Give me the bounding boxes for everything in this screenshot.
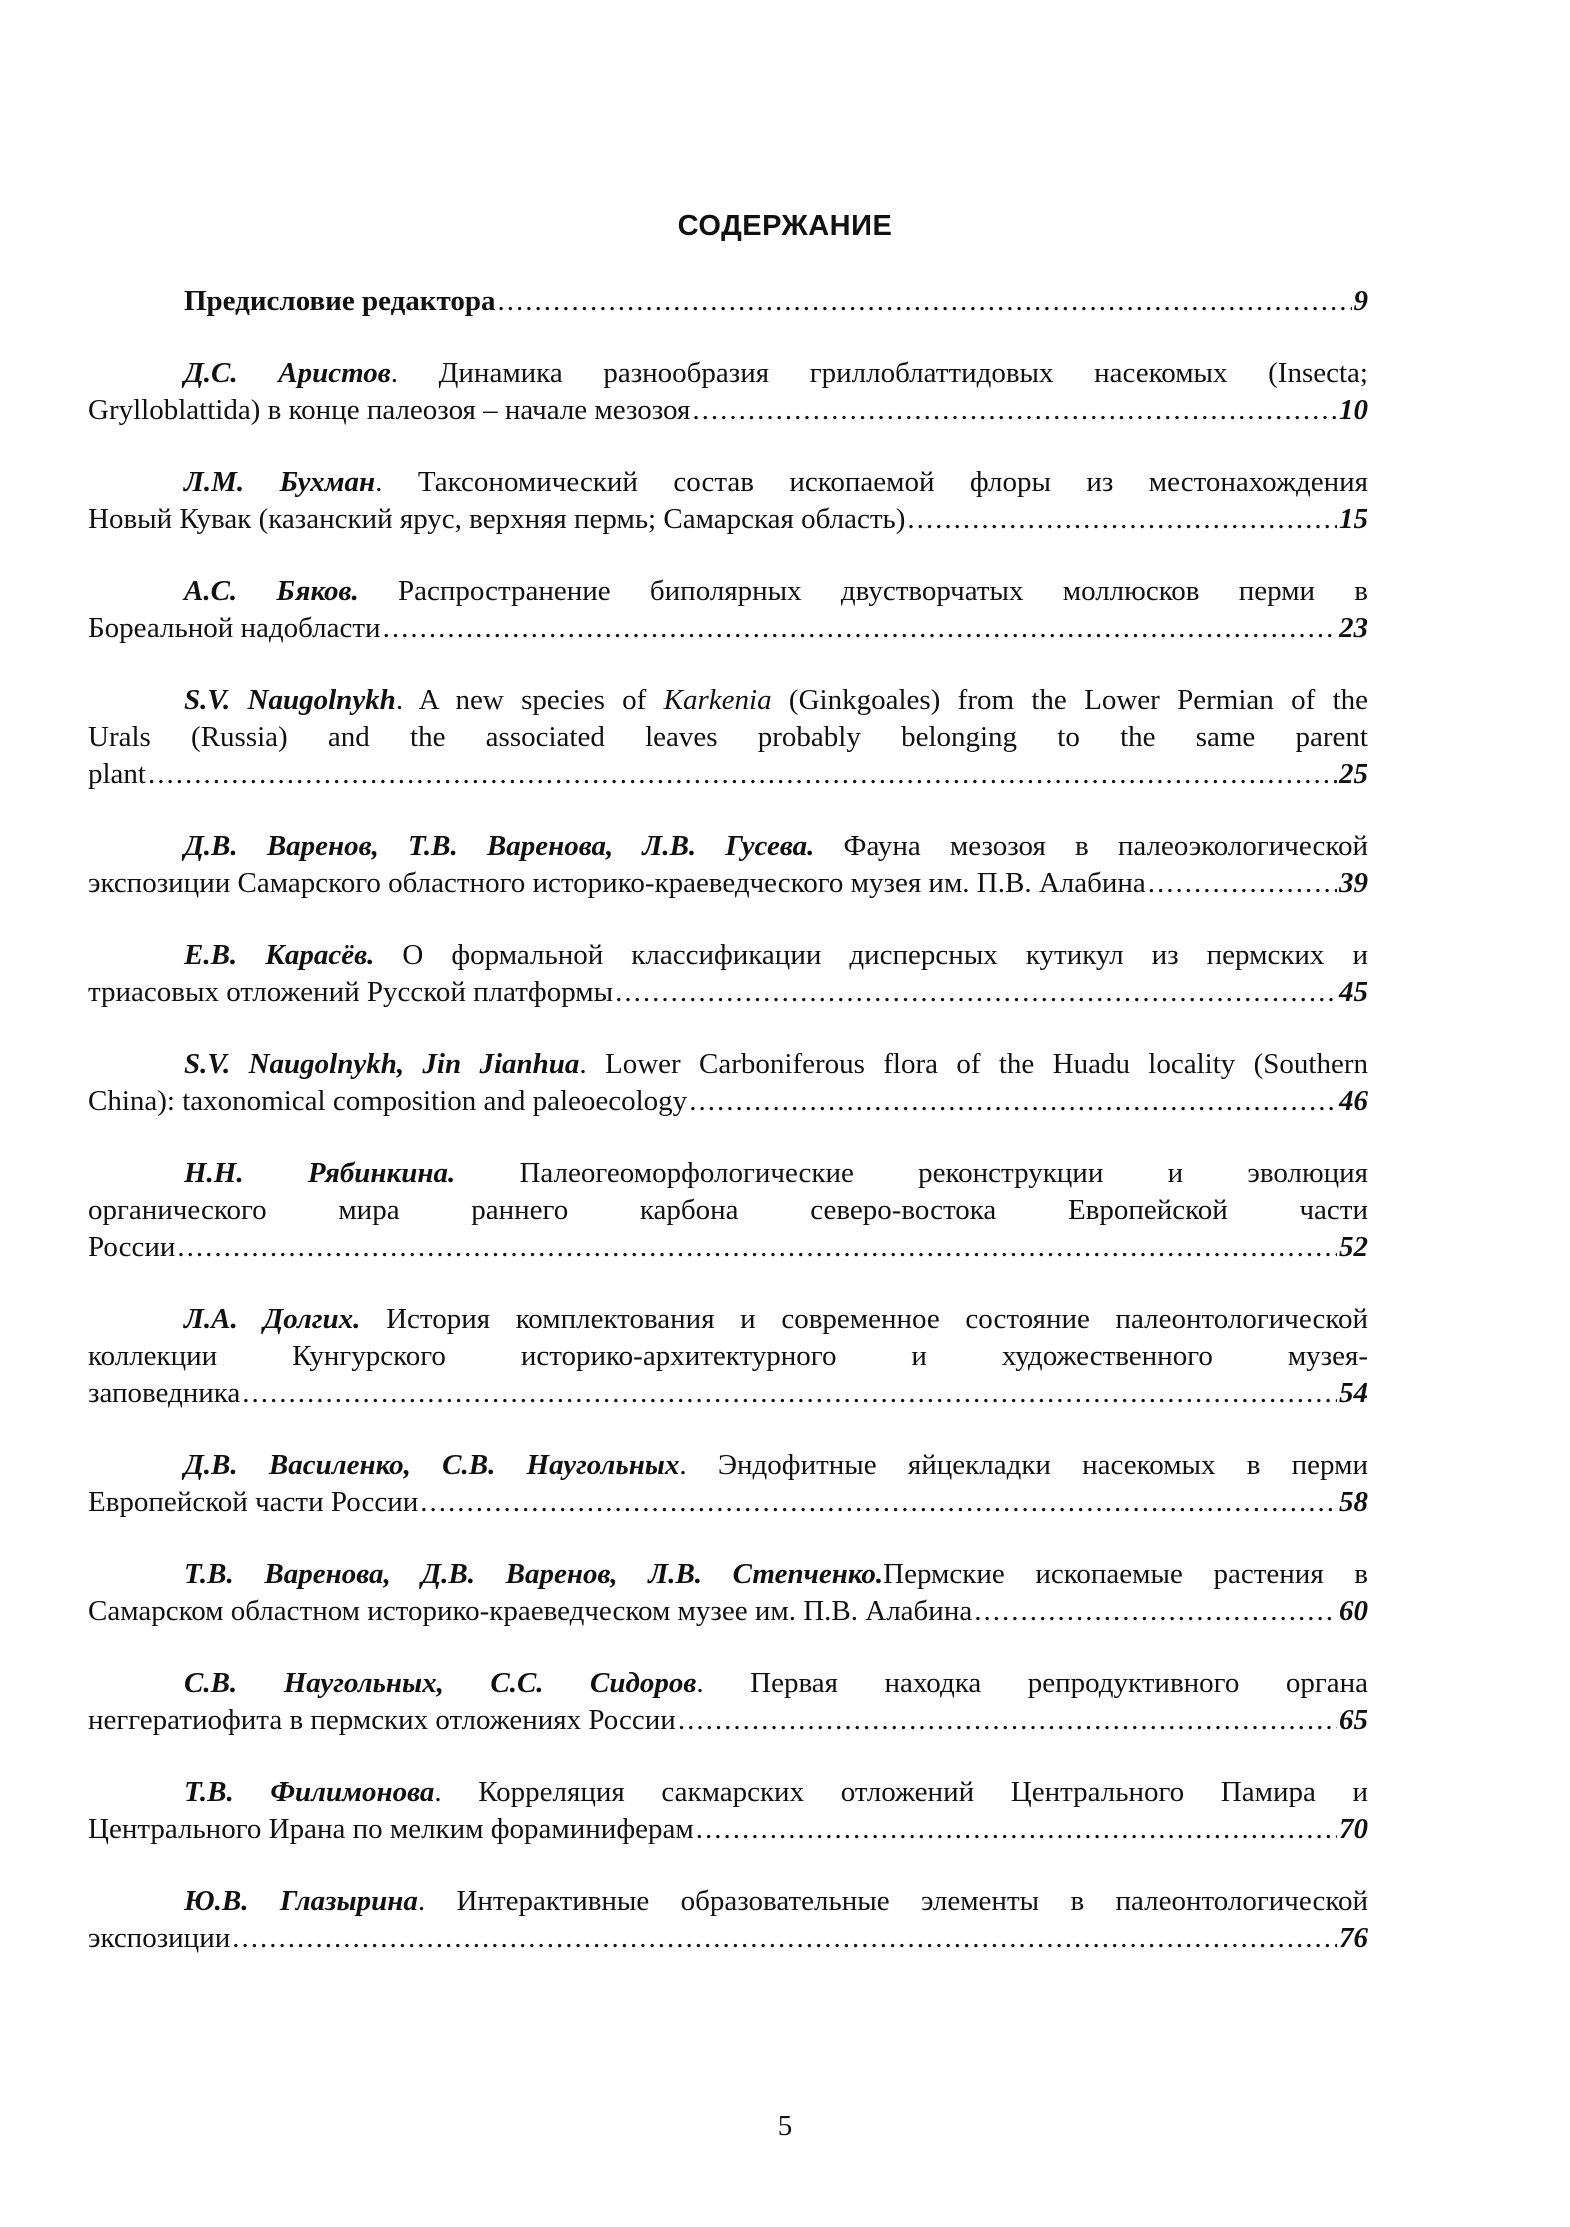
toc-line: [88, 756, 1368, 793]
page-number: 10: [1339, 394, 1368, 426]
entry-title-taxon: Karkenia: [663, 684, 772, 716]
toc-line: [88, 937, 1368, 974]
dot-leader: [1148, 865, 1337, 902]
toc-line: [88, 1083, 1368, 1120]
entry-title-cont: Бореальной надобласти: [88, 612, 381, 644]
entry-authors: S.V. Naugolnykh: [184, 684, 396, 716]
toc-line: Urals (Russia) and the associated leaves probably belonging to the same parent: [88, 721, 1368, 753]
entry-title: История комплектования и современное состояние палеонтологической: [360, 1303, 1368, 1335]
entry-title: . Lower Carboniferous flora of the Huadu locality (Southern: [579, 1048, 1368, 1080]
toc-line: [88, 1774, 1368, 1811]
dot-leader: [148, 756, 1337, 793]
dot-leader: [497, 283, 1351, 320]
dot-leader: [242, 1375, 1337, 1412]
toc-entry[interactable]: [88, 1556, 1368, 1630]
toc-entry[interactable]: [88, 1046, 1368, 1120]
page-number: 65: [1339, 1704, 1368, 1736]
entry-authors: С.В. Наугольных, С.С. Сидоров: [184, 1667, 697, 1699]
entry-title-cont: Grylloblattida) в конце палеозоя – начале мезозоя: [88, 394, 691, 426]
toc-line: [88, 865, 1368, 902]
page-number: 39: [1339, 867, 1368, 899]
entry-title: . A new species of: [395, 684, 664, 716]
entry-title: (Ginkgoales) from the Lower Permian of the: [771, 684, 1368, 716]
dot-leader: [692, 392, 1337, 429]
dot-leader: [678, 1702, 1337, 1739]
toc-entry[interactable]: [88, 1155, 1368, 1266]
dot-leader: [615, 974, 1337, 1011]
toc-line: [88, 1447, 1368, 1484]
toc-line: [88, 828, 1368, 865]
toc-line: [88, 1375, 1368, 1412]
entry-title-cont: неггератиофита в пермских отложениях России: [88, 1704, 676, 1736]
entry-authors: S.V. Naugolnykh, Jin Jianhua: [184, 1048, 580, 1080]
dot-leader: [907, 501, 1337, 538]
toc-line: [88, 1920, 1368, 1957]
page-title: СОДЕРЖАНИЕ: [677, 210, 893, 242]
dot-leader: [696, 1811, 1337, 1848]
entry-title: . Эндофитные яйцекладки насекомых в перми: [679, 1449, 1368, 1481]
toc-line: [88, 501, 1368, 538]
toc-line: [88, 682, 1368, 719]
entry-title: . Динамика разнообразия гриллоблаттидовых насекомых (Insecta;: [390, 357, 1368, 389]
entry-title-cont: China): taxonomical composition and paleoecology: [88, 1085, 688, 1117]
entry-title: Предисловие редактора: [184, 285, 496, 317]
entry-authors: Н.Н. Рябинкина.: [184, 1157, 456, 1189]
page-number: 45: [1339, 976, 1368, 1008]
toc-line: [88, 355, 1368, 392]
entry-title-cont: Центрального Ирана по мелким фораминиферам: [88, 1813, 694, 1845]
toc-line: [88, 1155, 1368, 1192]
dot-leader: [177, 1229, 1337, 1266]
toc-line: [88, 283, 1368, 320]
toc-entry-preface[interactable]: [88, 283, 1368, 320]
page-number: 9: [1353, 285, 1368, 317]
toc-line: [88, 573, 1368, 610]
page-number: 46: [1339, 1085, 1368, 1117]
page-number: 25: [1339, 758, 1368, 790]
entry-title-cont: Самарском областном историко-краеведческом музее им. П.В. Алабина: [88, 1595, 973, 1627]
table-of-contents: [88, 283, 1368, 1992]
toc-line: [88, 392, 1368, 429]
entry-authors: Л.А. Долгих.: [184, 1303, 361, 1335]
dot-leader: [420, 1484, 1337, 1521]
entry-title-cont: Новый Кувак (казанский ярус, верхняя пермь; Самарская область): [88, 503, 906, 535]
entry-title: Пермские ископаемые растения в: [883, 1558, 1368, 1590]
toc-entry[interactable]: [88, 1883, 1368, 1957]
entry-title: . Первая находка репродуктивного органа: [696, 1667, 1368, 1699]
entry-title-cont: триасовых отложений Русской платформы: [88, 976, 614, 1008]
toc-entry[interactable]: [88, 1447, 1368, 1521]
toc-entry[interactable]: [88, 828, 1368, 902]
dot-leader: [232, 1920, 1337, 1957]
entry-title: . Интерактивные образовательные элементы в палеонтологической: [417, 1885, 1368, 1917]
toc-line: [88, 1883, 1368, 1920]
entry-title: Фауна мезозоя в палеоэкологической: [814, 830, 1368, 862]
entry-title: Распространение биполярных двустворчатых моллюсков перми в: [358, 575, 1368, 607]
entry-title-cont: заповедника: [88, 1377, 241, 1409]
toc-line: [88, 1229, 1368, 1266]
toc-entry[interactable]: [88, 355, 1368, 429]
toc-line: коллекции Кунгурского историко-архитектурного и художественного музея-: [88, 1340, 1368, 1372]
toc-entry[interactable]: [88, 937, 1368, 1011]
entry-title: Палеогеоморфологические реконструкции и эволюция: [455, 1157, 1368, 1189]
toc-line: [88, 610, 1368, 647]
toc-line: [88, 1702, 1368, 1739]
entry-authors: Е.В. Карасёв.: [184, 939, 375, 971]
page-folio: 5: [777, 2110, 793, 2142]
page-number: 76: [1339, 1922, 1368, 1954]
entry-authors: Д.В. Василенко, С.В. Наугольных: [184, 1449, 680, 1481]
toc-line: органического мира раннего карбона северо-востока Европейской части: [88, 1194, 1368, 1226]
entry-title-cont: plant: [88, 758, 146, 790]
entry-authors: Т.В. Варенова, Д.В. Варенов, Л.В. Степченко.: [184, 1558, 884, 1590]
entry-title: . Корреляция сакмарских отложений Центрального Памира и: [434, 1776, 1368, 1808]
toc-line: [88, 974, 1368, 1011]
dot-leader: [383, 610, 1337, 647]
entry-title-cont: экспозиции: [88, 1922, 231, 1954]
page-number: 60: [1339, 1595, 1368, 1627]
toc-line: [88, 1484, 1368, 1521]
page-number: 15: [1339, 503, 1368, 535]
dot-leader: [974, 1593, 1337, 1630]
entry-authors: Т.В. Филимонова: [184, 1776, 435, 1808]
toc-line: [88, 1665, 1368, 1702]
toc-line: [88, 1301, 1368, 1338]
entry-authors: Д.С. Аристов: [184, 357, 391, 389]
entry-authors: Л.М. Бухман: [184, 466, 376, 498]
toc-entry[interactable]: [88, 1774, 1368, 1848]
entry-title-cont: экспозиции Самарского областного историко-краеведческого музея им. П.В. Алабина: [88, 867, 1146, 899]
toc-line: [88, 464, 1368, 501]
entry-authors: Д.В. Варенов, Т.В. Варенова, Л.В. Гусева.: [184, 830, 815, 862]
toc-line: [88, 1046, 1368, 1083]
page-number: 70: [1339, 1813, 1368, 1845]
entry-title-cont: России: [88, 1231, 176, 1263]
entry-title: О формальной классификации дисперсных кутикул из пермских и: [374, 939, 1368, 971]
entry-title-cont: Европейской части России: [88, 1486, 419, 1518]
entry-authors: Ю.В. Глазырина: [184, 1885, 418, 1917]
toc-entry[interactable]: [88, 1665, 1368, 1739]
page-number: 23: [1339, 612, 1368, 644]
entry-title: . Таксономический состав ископаемой флоры из местонахождения: [375, 466, 1368, 498]
toc-entry[interactable]: [88, 682, 1368, 793]
toc-entry[interactable]: [88, 464, 1368, 538]
toc-line: [88, 1811, 1368, 1848]
toc-entry[interactable]: [88, 573, 1368, 647]
toc-line: [88, 1556, 1368, 1593]
page-number: 58: [1339, 1486, 1368, 1518]
page-number: 54: [1339, 1377, 1368, 1409]
toc-line: [88, 1593, 1368, 1630]
toc-entry[interactable]: [88, 1301, 1368, 1412]
dot-leader: [689, 1083, 1337, 1120]
page-number: 52: [1339, 1231, 1368, 1263]
entry-authors: А.С. Бяков.: [184, 575, 359, 607]
